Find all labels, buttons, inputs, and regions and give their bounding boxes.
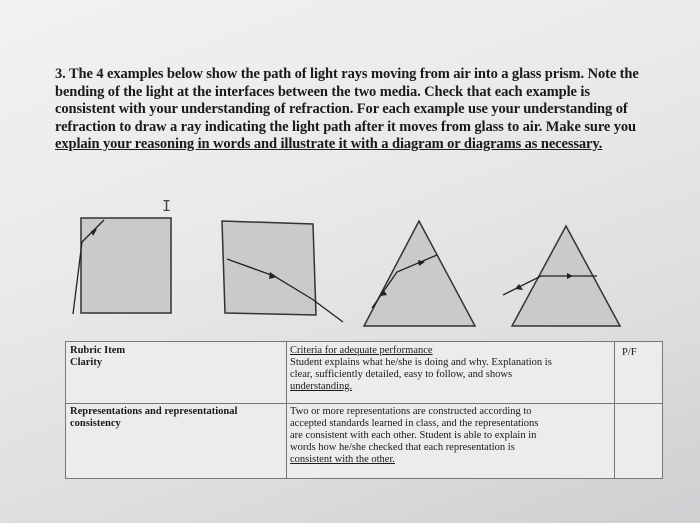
rubric-row-divider xyxy=(66,403,662,404)
criteria-line: consistent with the other. xyxy=(290,454,395,465)
text-cursor-icon: I xyxy=(162,197,172,215)
exit-ray-2 xyxy=(312,299,343,322)
rubric-divider-1 xyxy=(286,342,287,478)
criteria-line: Student explains what he/she is doing and why. Explanation is xyxy=(290,357,552,368)
question-line-2: bending of the light at the interfaces between the two media. Check that each example is xyxy=(55,83,590,100)
question-line-4: refraction to draw a ray indicating the light path after it moves from glass to air. Make sure you xyxy=(55,118,637,135)
criteria-line: words how he/she checked that each representation is xyxy=(290,442,515,453)
diagram-square-1 xyxy=(73,218,171,314)
rubric-header-criteria: Criteria for adequate performance xyxy=(290,345,433,356)
rubric-criteria-clarity xyxy=(290,345,610,393)
rubric-header-pf: P/F xyxy=(622,347,637,358)
rubric-item-clarity: Clarity xyxy=(70,357,103,368)
question-line-5: explain your reasoning in words and illustrate it with a diagram or diagrams as necessary. xyxy=(55,136,603,152)
criteria-line: Two or more representations are constructed according to xyxy=(290,406,532,417)
question-line-1: 3. The 4 examples below show the path of light rays moving from air into a glass prism. Note the xyxy=(55,66,639,82)
question-line-3: consistent with your understanding of refraction. For each example use your understanding of xyxy=(55,101,628,117)
rubric-table xyxy=(65,341,663,479)
diagram-square-2 xyxy=(222,221,343,322)
criteria-line: are consistent with each other. Student is able to explain in xyxy=(290,430,537,441)
item-line: Representations and representational xyxy=(70,406,238,417)
diagram-triangle-4 xyxy=(503,226,620,326)
criteria-line: understanding. xyxy=(290,381,353,392)
criteria-line: accepted standards learned in class, and the representations xyxy=(290,418,539,429)
rubric-criteria-representations xyxy=(290,406,610,466)
rubric-header-item: Rubric Item xyxy=(70,345,126,356)
diagram-triangle-3 xyxy=(364,221,475,326)
square-prism-2 xyxy=(222,221,316,315)
criteria-line: clear, sufficiently detailed, easy to follow, and shows xyxy=(290,369,513,380)
rubric-item-representations xyxy=(70,406,284,430)
rubric-divider-2 xyxy=(614,342,615,478)
triangle-prism-3 xyxy=(364,221,475,326)
item-line: consistency xyxy=(70,418,121,429)
